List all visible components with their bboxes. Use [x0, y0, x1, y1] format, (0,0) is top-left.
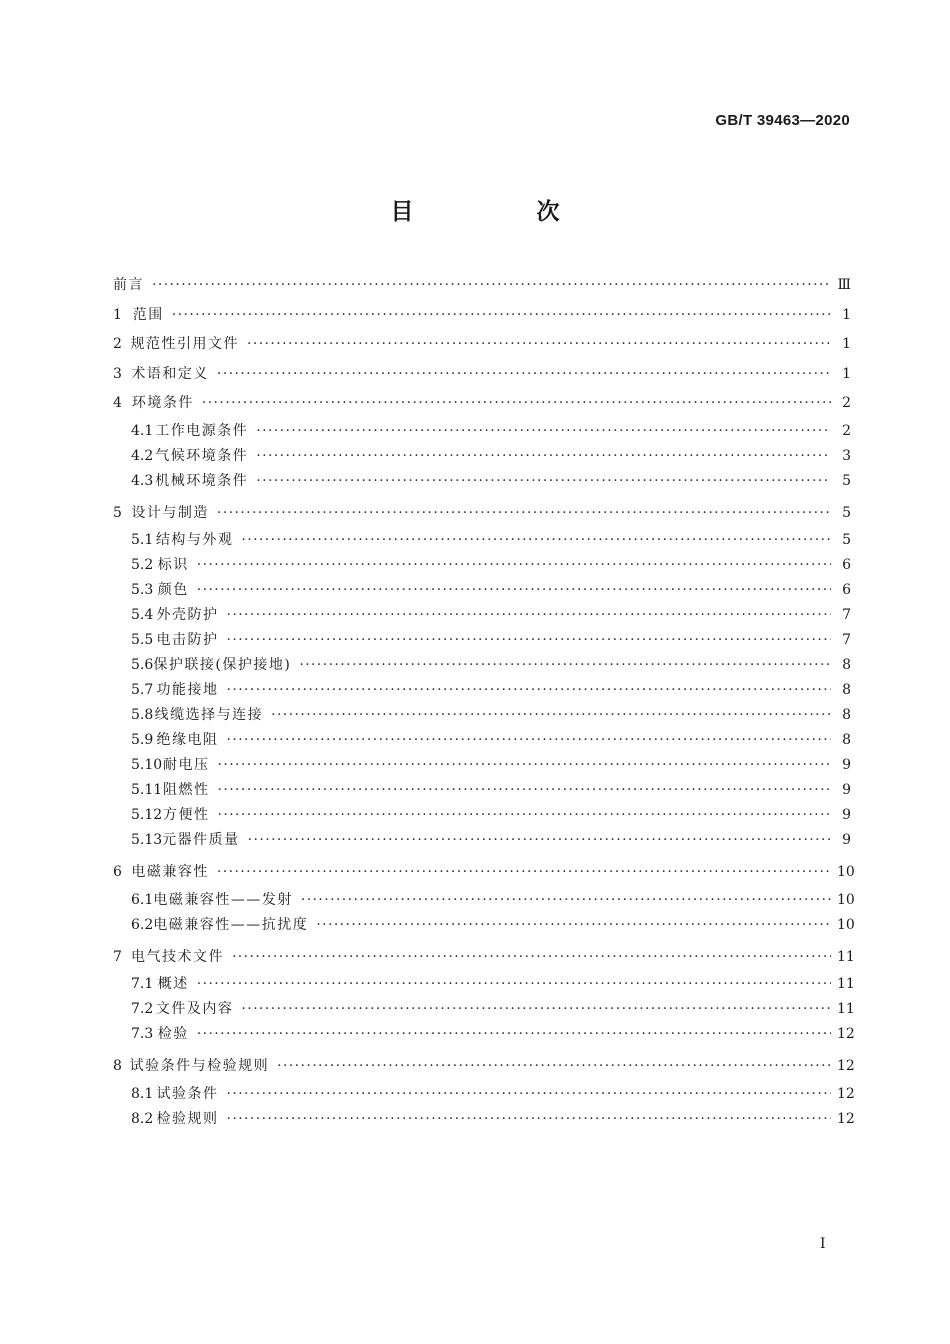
- toc-entry-label: 电击防护: [156, 632, 219, 648]
- toc-entry[interactable]: [113, 469, 851, 494]
- toc-entry[interactable]: [113, 271, 851, 301]
- table-of-contents: [113, 271, 855, 1132]
- toc-entry-label: 功能接地: [156, 682, 219, 698]
- toc-entry-number: 5.12: [131, 807, 163, 823]
- toc-entry[interactable]: [113, 803, 851, 828]
- toc-entry-number: 7.1: [131, 976, 154, 992]
- dot-leader: [277, 1052, 831, 1082]
- toc-entry-page: 5: [842, 532, 851, 548]
- toc-entry[interactable]: [113, 499, 851, 529]
- toc-entry-label: 试验条件与检验规则: [129, 1058, 270, 1074]
- toc-entry-number: 5: [113, 504, 122, 521]
- toc-entry[interactable]: [113, 678, 851, 703]
- toc-entry-page: 2: [842, 395, 851, 411]
- dot-leader: [248, 828, 831, 853]
- toc-entry-page: 5: [842, 472, 851, 489]
- toc-entry[interactable]: [113, 1082, 855, 1107]
- toc-entry-number: 6.2: [131, 916, 154, 933]
- toc-entry-label: 机械环境条件: [155, 472, 249, 489]
- toc-entry-page: 7: [842, 607, 851, 623]
- toc-entry-number: 8: [113, 1058, 122, 1074]
- dot-leader: [227, 728, 832, 753]
- toc-entry-number: 5.2: [131, 557, 154, 573]
- toc-entry[interactable]: [113, 888, 855, 913]
- toc-entry-page: 12: [837, 1026, 855, 1042]
- toc-entry-number: 5.5: [131, 632, 154, 648]
- dot-leader: [218, 753, 832, 778]
- toc-entry-number: 3: [113, 365, 122, 382]
- toc-entry-page: 1: [842, 336, 851, 352]
- toc-entry-page: 10: [837, 891, 855, 908]
- toc-entry[interactable]: [113, 858, 855, 888]
- toc-entry[interactable]: [113, 753, 851, 778]
- toc-entry-label: 试验条件: [156, 1085, 219, 1102]
- dot-leader: [227, 1082, 832, 1107]
- toc-entry-label: 检验: [157, 1026, 189, 1042]
- page-number: I: [820, 1236, 826, 1252]
- dot-leader: [218, 803, 832, 828]
- toc-entry-page: 5: [842, 504, 851, 521]
- toc-entry-number: 6: [113, 864, 122, 880]
- toc-entry[interactable]: [113, 553, 851, 578]
- toc-entry-number: 5.4: [131, 607, 154, 623]
- toc-entry-number: 6.1: [131, 891, 154, 908]
- dot-leader: [202, 389, 831, 419]
- toc-entry-page: 8: [842, 707, 851, 723]
- toc-entry-label: 电气技术文件: [130, 948, 224, 965]
- toc-entry-label: 气候环境条件: [155, 447, 249, 464]
- dot-leader: [227, 628, 832, 653]
- toc-entry-page: 1: [842, 306, 851, 323]
- dot-leader: [172, 301, 831, 331]
- toc-entry-page: 9: [842, 832, 851, 848]
- toc-entry[interactable]: [113, 913, 855, 938]
- toc-entry[interactable]: [113, 997, 855, 1022]
- toc-entry[interactable]: [113, 419, 851, 444]
- dot-leader: [256, 469, 831, 494]
- toc-entry-page: 9: [842, 757, 851, 773]
- toc-entry[interactable]: [113, 578, 851, 603]
- toc-entry-page: 11: [837, 1001, 855, 1017]
- toc-entry[interactable]: [113, 1022, 855, 1047]
- dot-leader: [232, 943, 831, 973]
- dot-leader: [271, 703, 831, 728]
- toc-entry[interactable]: [113, 444, 851, 469]
- toc-entry[interactable]: [113, 603, 851, 628]
- toc-entry[interactable]: [113, 301, 851, 331]
- toc-entry-page: 9: [842, 782, 851, 798]
- toc-entry-number: 2: [113, 336, 122, 352]
- toc-entry-number: 5.6: [131, 657, 154, 673]
- dot-leader: [299, 653, 831, 678]
- toc-entry-number: 4: [113, 395, 122, 411]
- dot-leader: [301, 888, 831, 913]
- toc-entry-page: 11: [837, 976, 855, 992]
- toc-entry-label: 电磁兼容性——发射: [153, 891, 293, 908]
- toc-entry-label: 结构与外观: [155, 532, 234, 548]
- toc-entry-number: 8.1: [131, 1085, 154, 1102]
- toc-entry-label: 电磁兼容性: [131, 864, 209, 880]
- toc-entry[interactable]: [113, 330, 851, 360]
- toc-entry-page: 7: [842, 632, 851, 648]
- toc-entry-number: 4.1: [131, 422, 154, 439]
- dot-leader: [218, 778, 832, 803]
- dot-leader: [227, 678, 832, 703]
- toc-entry-label: 标识: [157, 557, 189, 573]
- toc-entry[interactable]: [113, 778, 851, 803]
- toc-entry-label: 线缆选择与连接: [154, 707, 264, 723]
- toc-entry-number: 8.2: [131, 1110, 154, 1127]
- toc-entry-label: 外壳防护: [156, 607, 219, 623]
- toc-entry[interactable]: [113, 653, 851, 678]
- dot-leader: [217, 858, 831, 888]
- toc-entry-label: 规范性引用文件: [130, 336, 239, 352]
- dot-leader: [197, 1022, 831, 1047]
- toc-entry-label: 颜色: [157, 582, 189, 598]
- toc-entry-label: 环境条件: [131, 395, 194, 411]
- toc-entry-label: 范围: [132, 306, 164, 323]
- dot-leader: [256, 444, 831, 469]
- toc-entry-number: 5.10: [131, 757, 163, 773]
- toc-entry-number: 7.3: [131, 1026, 154, 1042]
- toc-entry[interactable]: [113, 728, 851, 753]
- dot-leader: [197, 553, 831, 578]
- toc-entry-label: 文件及内容: [155, 1001, 234, 1017]
- dot-leader: [256, 419, 831, 444]
- toc-entry[interactable]: [113, 528, 851, 553]
- dot-leader: [217, 360, 831, 390]
- toc-entry-page: 8: [842, 657, 851, 673]
- toc-entry-page: 3: [842, 447, 851, 464]
- toc-entry-page: 2: [842, 422, 851, 439]
- toc-entry-page: 9: [842, 807, 851, 823]
- toc-entry-page: 6: [842, 557, 851, 573]
- dot-leader: [197, 972, 831, 997]
- toc-entry-number: 4.2: [131, 447, 154, 464]
- toc-entry-label: 概述: [157, 976, 189, 992]
- toc-entry-page: 10: [837, 864, 855, 880]
- toc-entry-number: 5.1: [131, 532, 154, 548]
- dot-leader: [227, 1107, 832, 1132]
- toc-entry-label: 电磁兼容性——抗扰度: [153, 916, 309, 933]
- toc-entry[interactable]: [113, 628, 851, 653]
- toc-entry-label: 耐电压: [163, 757, 210, 773]
- toc-entry-number: 7.2: [131, 1001, 154, 1017]
- toc-entry[interactable]: [113, 943, 855, 973]
- toc-entry[interactable]: [113, 972, 855, 997]
- toc-entry-page: 1: [842, 365, 851, 382]
- toc-entry[interactable]: [113, 1052, 855, 1082]
- toc-entry-label: 前言: [113, 277, 144, 293]
- toc-entry-page: 6: [842, 582, 851, 598]
- toc-entry-number: 5.9: [131, 732, 154, 748]
- toc-entry-page: 12: [837, 1110, 855, 1127]
- toc-entry-label: 阻燃性: [163, 782, 210, 798]
- toc-entry-label: 绝缘电阻: [156, 732, 219, 748]
- toc-entry-number: 5.7: [131, 682, 154, 698]
- dot-leader: [316, 913, 831, 938]
- toc-entry-label: 设计与制造: [131, 504, 209, 521]
- toc-entry[interactable]: [113, 703, 851, 728]
- standard-number: GB/T 39463—2020: [715, 112, 850, 129]
- toc-entry-page: 8: [842, 732, 851, 748]
- toc-entry-page: 12: [837, 1085, 855, 1102]
- toc-entry[interactable]: [113, 1107, 855, 1132]
- toc-entry-label: 元器件质量: [162, 832, 240, 848]
- toc-entry-label: 检验规则: [156, 1110, 219, 1127]
- toc-entry-label: 方便性: [163, 807, 210, 823]
- dot-leader: [152, 271, 831, 301]
- dot-leader: [241, 997, 831, 1022]
- toc-entry[interactable]: [113, 828, 851, 853]
- toc-entry-label: 保护联接(保护接地): [153, 657, 292, 673]
- dot-leader: [197, 578, 831, 603]
- toc-entry-page: 10: [837, 916, 855, 933]
- toc-entry-page: 12: [837, 1058, 855, 1074]
- toc-entry-page: 11: [837, 948, 855, 965]
- dot-leader: [247, 330, 831, 360]
- toc-entry[interactable]: [113, 389, 851, 419]
- toc-entry-label: 术语和定义: [131, 365, 209, 382]
- toc-entry-number: 5.8: [131, 707, 154, 723]
- dot-leader: [217, 499, 831, 529]
- toc-entry-number: 5.3: [131, 582, 154, 598]
- toc-entry-number: 1: [113, 306, 122, 323]
- dot-leader: [241, 528, 831, 553]
- toc-entry-number: 5.13: [131, 832, 163, 848]
- toc-entry-number: 4.3: [131, 472, 154, 489]
- toc-entry[interactable]: [113, 360, 851, 390]
- toc-entry-number: 7: [113, 948, 122, 965]
- toc-entry-page: Ⅲ: [837, 277, 851, 293]
- toc-entry-number: 5.11: [131, 782, 163, 798]
- toc-title: 目 次: [390, 198, 610, 225]
- dot-leader: [227, 603, 832, 628]
- toc-entry-page: 8: [842, 682, 851, 698]
- toc-entry-label: 工作电源条件: [155, 422, 249, 439]
